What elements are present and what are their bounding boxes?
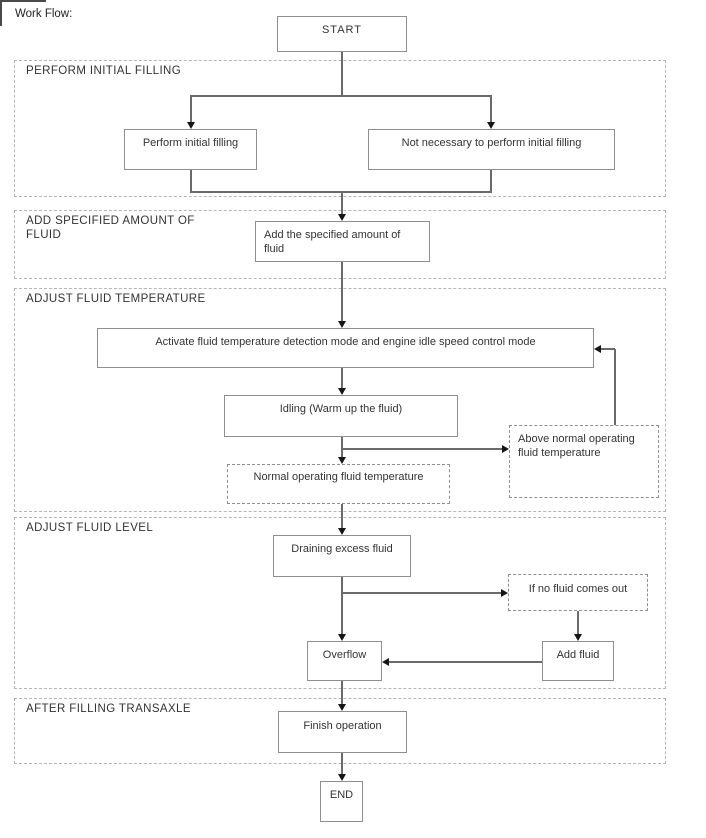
connector-normal-to-draining	[341, 504, 343, 528]
arrow-right-icon	[502, 445, 509, 453]
arrow-down-icon	[338, 774, 346, 781]
connector-join-right	[490, 170, 492, 193]
connector-branch-right	[490, 96, 492, 122]
section-label: ADD SPECIFIED AMOUNT OF FLUID	[26, 215, 195, 241]
arrow-down-icon	[487, 122, 495, 129]
connector-draining-to-overflow	[341, 577, 343, 634]
node-add-fluid: Add fluid	[542, 641, 614, 681]
arrow-down-icon	[338, 321, 346, 328]
node-finish-operation: Finish operation	[278, 711, 407, 753]
node-start: START	[277, 16, 407, 52]
connector-branch-horizontal	[190, 95, 492, 97]
node-add-specified-amount: Add the specified amount of fluid	[255, 221, 430, 262]
node-above-normal-temperature: Above normal operating fluid temperature	[509, 425, 659, 498]
section-label: PERFORM INITIAL FILLING	[26, 65, 182, 77]
scan-artifact-left	[0, 0, 2, 26]
connector-start-to-branch	[341, 52, 343, 96]
node-normal-temperature: Normal operating fluid temperature	[227, 464, 450, 504]
arrow-right-icon	[501, 589, 508, 597]
connector-branch-left	[190, 96, 192, 122]
node-not-necessary: Not necessary to perform initial filling	[368, 129, 615, 170]
arrow-left-icon	[382, 658, 389, 666]
node-if-no-fluid-comes-out: If no fluid comes out	[508, 574, 648, 611]
arrow-left-icon	[594, 345, 601, 353]
connector-to-above-normal	[341, 448, 502, 450]
section-label: AFTER FILLING TRANSAXLE	[26, 703, 191, 715]
node-idling: Idling (Warm up the fluid)	[224, 395, 458, 437]
connector-join-left	[190, 170, 192, 193]
node-perform-initial-filling: Perform initial filling	[124, 129, 257, 170]
arrow-down-icon	[338, 214, 346, 221]
section-label: ADJUST FLUID TEMPERATURE	[26, 293, 206, 305]
arrow-down-icon	[338, 528, 346, 535]
connector-overflow-to-finish	[341, 681, 343, 704]
connector-join-to-add	[341, 192, 343, 214]
node-draining-excess-fluid: Draining excess fluid	[273, 535, 411, 577]
arrow-down-icon	[338, 457, 346, 464]
arrow-down-icon	[338, 634, 346, 641]
connector-to-if-no-fluid	[341, 592, 501, 594]
connector-ifnofluid-to-addfluid	[577, 611, 579, 634]
node-overflow: Overflow	[307, 641, 382, 681]
node-end: END	[320, 781, 363, 822]
arrow-down-icon	[187, 122, 195, 129]
arrow-down-icon	[338, 704, 346, 711]
connector-idling-to-normal	[341, 437, 343, 457]
connector-feedback-horizontal	[601, 348, 615, 350]
arrow-down-icon	[338, 388, 346, 395]
section-label: ADJUST FLUID LEVEL	[26, 522, 154, 534]
arrow-down-icon	[574, 634, 582, 641]
connector-finish-to-end	[341, 753, 343, 774]
connector-activate-to-idling	[341, 368, 343, 388]
node-activate-mode: Activate fluid temperature detection mode and engine idle speed control mode	[97, 328, 594, 368]
connector-add-to-activate	[341, 262, 343, 321]
scan-artifact-top	[0, 0, 46, 2]
page-title: Work Flow:	[15, 8, 73, 20]
connector-feedback-vertical	[614, 349, 616, 425]
connector-addfluid-to-overflow	[389, 661, 542, 663]
